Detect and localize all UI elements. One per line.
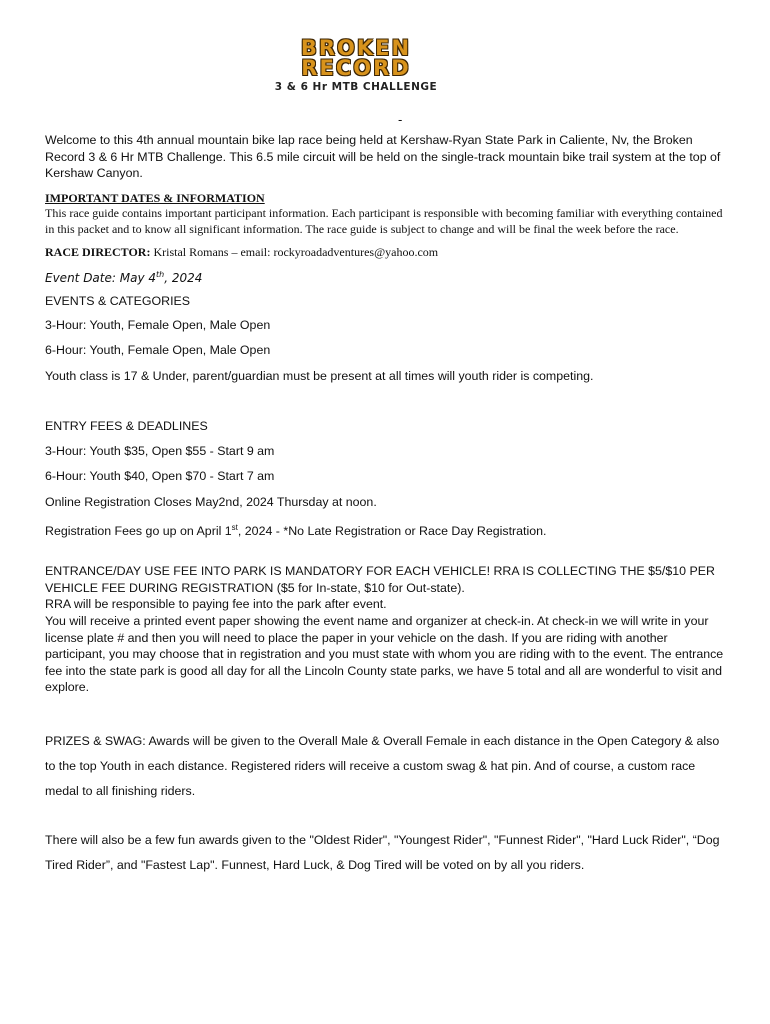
youth-note: Youth class is 17 & Under, parent/guardian must be present at all times will youth rider is competing. bbox=[45, 368, 594, 383]
event-date-suffix: , 2024 bbox=[164, 270, 203, 285]
events-six-hour: 6-Hour: Youth, Female Open, Male Open bbox=[45, 342, 271, 357]
fees-online-close: Online Registration Closes May2nd, 2024 Thursday at noon. bbox=[45, 494, 377, 509]
events-three-hour: 3-Hour: Youth, Female Open, Male Open bbox=[45, 318, 271, 333]
entrance-line-3: You will receive a printed event paper showing the event name and organizer at check-in. At check-in we will write in your license plate # and then you will need to place the paper in your vehicle on the dash. If you are riding with another participant, you may choose that in registration and you must state with whom you are riding with to the event. The entrance fee into the state park is good all day for all the Lincoln County state parks, we have 5 total and all are wonderful to visit and explore. bbox=[45, 614, 724, 695]
event-date-sup: th bbox=[156, 269, 165, 279]
events-heading: EVENTS & CATEGORIES bbox=[45, 293, 191, 308]
entrance-line-2: RRA will be responsible to paying fee into the park after event. bbox=[45, 597, 387, 612]
race-director-label: RACE DIRECTOR: bbox=[45, 245, 151, 260]
logo-subtitle: 3 & 6 Hr MTB CHALLENGE bbox=[274, 81, 438, 93]
fees-six-hour: 6-Hour: Youth $40, Open $70 - Start 7 am bbox=[45, 469, 275, 484]
fees-increase-prefix: Registration Fees go up on April 1 bbox=[45, 523, 232, 538]
event-date bbox=[45, 270, 729, 285]
race-guide-content bbox=[45, 132, 729, 878]
prizes-paragraph: PRIZES & SWAG: Awards will be given to the Overall Male & Overall Female in each distance in the Open Category & also to the top Youth in each distance. Registered riders will receive a custom swag & hat pin. And of course, a custom race medal to all finishing riders. bbox=[45, 734, 720, 798]
welcome-paragraph: Welcome to this 4th annual mountain bike lap race being held at Kershaw-Ryan State Park in Caliente, Nv, the Broken Record 3 & 6 Hr MTB Challenge. This 6.5 mile circuit will be held on the single-track mountain bike trail system at the top of Kershaw Canyon. bbox=[45, 133, 721, 181]
entrance-section bbox=[45, 563, 729, 696]
fees-three-hour: 3-Hour: Youth $35, Open $55 - Start 9 am bbox=[45, 443, 275, 458]
important-body: This race guide contains important participant information. Each participant is responsible with becoming familiar with everything contained in this packet and to know all significant information. The race guide is subject to change and will be final the week before the race. bbox=[45, 206, 723, 236]
fees-increase bbox=[45, 520, 729, 540]
event-date-prefix: Event Date: May 4 bbox=[45, 270, 156, 285]
dash-mark: - bbox=[398, 112, 403, 127]
race-director bbox=[45, 245, 729, 261]
fun-awards-paragraph: There will also be a few fun awards given to the "Oldest Rider", "Youngest Rider", "Funnest Rider", "Hard Luck Rider", “Dog Tired Rider”, and "Fastest Lap". Funnest, Hard Luck, & Dog Tired will be voted on by all you riders. bbox=[45, 833, 720, 872]
entrance-line-1: ENTRANCE/DAY USE FEE INTO PARK IS MANDATORY FOR EACH VEHICLE! RRA IS COLLECTING THE $5/$10 PER VEHICLE FEE DURING REGISTRATION ($5 for In-state, $10 for Out-state). bbox=[45, 564, 715, 595]
fees-heading: ENTRY FEES & DEADLINES bbox=[45, 419, 208, 434]
fees-increase-suffix: , 2024 - *No Late Registration or Race Day Registration. bbox=[237, 523, 547, 538]
race-director-value: Kristal Romans – email: rockyroadadventures@yahoo.com bbox=[153, 245, 439, 260]
important-heading: IMPORTANT DATES & INFORMATION bbox=[45, 190, 265, 205]
logo-word-record: RECORD bbox=[301, 56, 411, 80]
logo-word-broken: BROKEN bbox=[300, 36, 412, 60]
important-section bbox=[45, 191, 729, 238]
fees-increase-sup: st bbox=[231, 522, 238, 532]
event-logo bbox=[272, 38, 440, 96]
